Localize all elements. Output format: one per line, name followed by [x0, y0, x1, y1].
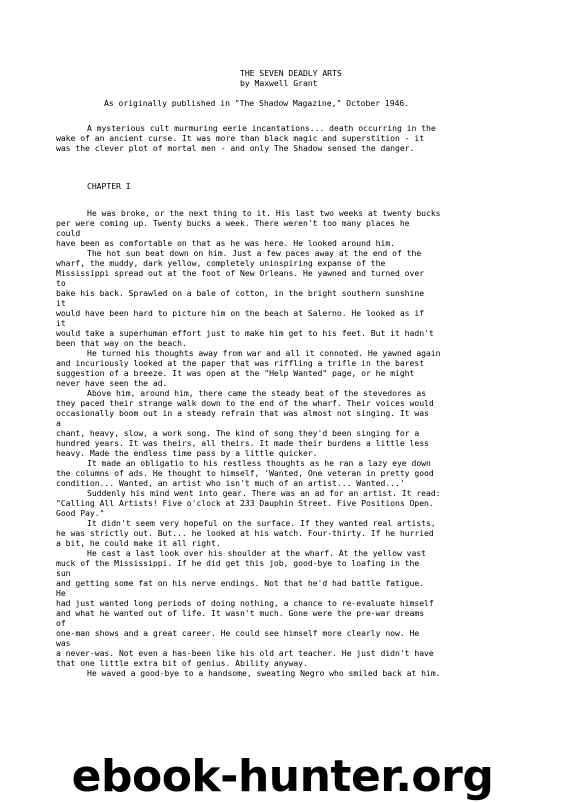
body-line: it: [56, 318, 66, 328]
body-line: could: [56, 228, 81, 238]
body-line: that one little extra bit of genius. Ability anyway.: [56, 658, 308, 668]
paragraph-first-line: It didn't seem very hopeful on the surface. If they wanted real artists,: [87, 518, 436, 528]
body-line: heavy. Made the endless time pass by a little quicker.: [56, 448, 318, 458]
body-line: He: [56, 588, 66, 598]
body-line: sun: [56, 568, 71, 578]
body-line: a bit, he could make it all right.: [56, 538, 221, 548]
paragraph-first-line: He turned his thoughts away from war and all it connoted. He yawned again: [87, 348, 441, 358]
body-line: he was strictly out. But... he looked at his watch. Four-thirty. If he hurried: [56, 528, 434, 538]
body-line: per were coming up. Twenty bucks a week. There weren't too many places he: [56, 218, 410, 228]
paragraph-first-line: He waved a good-bye to a handsome, sweating Negro who smiled back at him.: [87, 668, 441, 678]
paragraph-first-line: The hot sun beat down on him. Just a few paces away at the end of the: [87, 248, 422, 258]
paragraph-first-line: Above him, around him, there came the steady beat of the stevedores as: [87, 388, 426, 398]
document-byline: by Maxwell Grant: [240, 78, 318, 88]
intro-line: wake of an ancient curse. It was more than black magic and superstition - it: [56, 133, 425, 143]
body-line: was: [56, 638, 71, 648]
body-line: a never-was. Not even a has-been like his old art teacher. He just didn't have: [56, 648, 434, 658]
body-line: one-man shows and a great career. He could see himself more clearly now. He: [56, 628, 420, 638]
intro-line: A mysterious cult murmuring eerie incantations... death occurring in the: [87, 123, 436, 133]
body-line: muck of the Mississippi. If he did get this job, good-bye to loafing in the: [56, 558, 420, 568]
body-line: suggestion of a breeze. It was open at the "Help Wanted" page, or he might: [56, 368, 415, 378]
body-line: had just wanted long periods of doing nothing, a chance to re-evaluate himself: [56, 598, 434, 608]
body-line: Good Pay.": [56, 508, 105, 518]
body-line: been that way on the beach.: [56, 338, 187, 348]
body-line: occasionally boom out in a steady refrain that was almost not singing. It was: [56, 408, 429, 418]
paragraph-first-line: Suddenly his mind went into gear. There was an ad for an artist. It read:: [87, 488, 441, 498]
body-line: hundred years. It was theirs, all theirs. It made their burdens a little less: [56, 438, 429, 448]
body-line: would take a superhuman effort just to make him get to his feet. But it hadn't: [56, 328, 434, 338]
body-line: and what he wanted out of life. It wasn't much. Gone were the pre-war dreams: [56, 608, 425, 618]
body-line: the columns of ads. He thought to himself, 'Wanted, One veteran in pretty good: [56, 468, 434, 478]
body-line: bake his back. Sprawled on a bale of cotton, in the bright southern sunshine: [56, 288, 425, 298]
body-line: they paced their strange walk down to the end of the wharf. Their voices would: [56, 398, 434, 408]
body-line: have been as comfortable on that as he was here. He looked around him.: [56, 238, 395, 248]
paragraph-first-line: He cast a last look over his shoulder at the wharf. At the yellow vast: [87, 548, 426, 558]
body-line: to: [56, 278, 66, 288]
body-line: it: [56, 298, 66, 308]
body-line: and getting some fat on his nerve endings. Not that he'd had battle fatigue.: [56, 578, 425, 588]
publication-note: As originally published in "The Shadow Magazine," October 1946.: [104, 98, 410, 108]
body-line: never have seen the ad.: [56, 378, 168, 388]
chapter-heading: CHAPTER I: [87, 181, 131, 191]
body-line: would have been hard to picture him on the beach at Salerno. He looked as if: [56, 308, 425, 318]
body-line: "Calling All Artists! Five o'clock at 233 Dauphin Street. Five Positions Open.: [56, 498, 434, 508]
body-line: of: [56, 618, 66, 628]
document-title: THE SEVEN DEADLY ARTS: [240, 68, 342, 78]
body-line: wharf, the muddy, dark yellow, completely uninspiring expanse of the: [56, 258, 386, 268]
body-line: condition... Wanted, an artist who isn't much of an artist... Wanted...': [56, 478, 405, 488]
body-line: and incuriously looked at the paper that was riffling a trifle in the barest: [56, 358, 425, 368]
paragraph-first-line: He was broke, or the next thing to it. His last two weeks at twenty bucks: [87, 208, 441, 218]
watermark-text: ebook-hunter.org: [71, 751, 494, 802]
paragraph-first-line: It made an obligatio to his restless thoughts as he ran a lazy eye down: [87, 458, 431, 468]
body-line: Mississippi spread out at the foot of New Orleans. He yawned and turned over: [56, 268, 425, 278]
intro-line: was the clever plot of mortal men - and only The Shadow sensed the danger.: [56, 143, 415, 153]
body-line: chant, heavy, slow, a work song. The kind of song they'd been singing for a: [56, 428, 420, 438]
body-line: a: [56, 418, 61, 428]
